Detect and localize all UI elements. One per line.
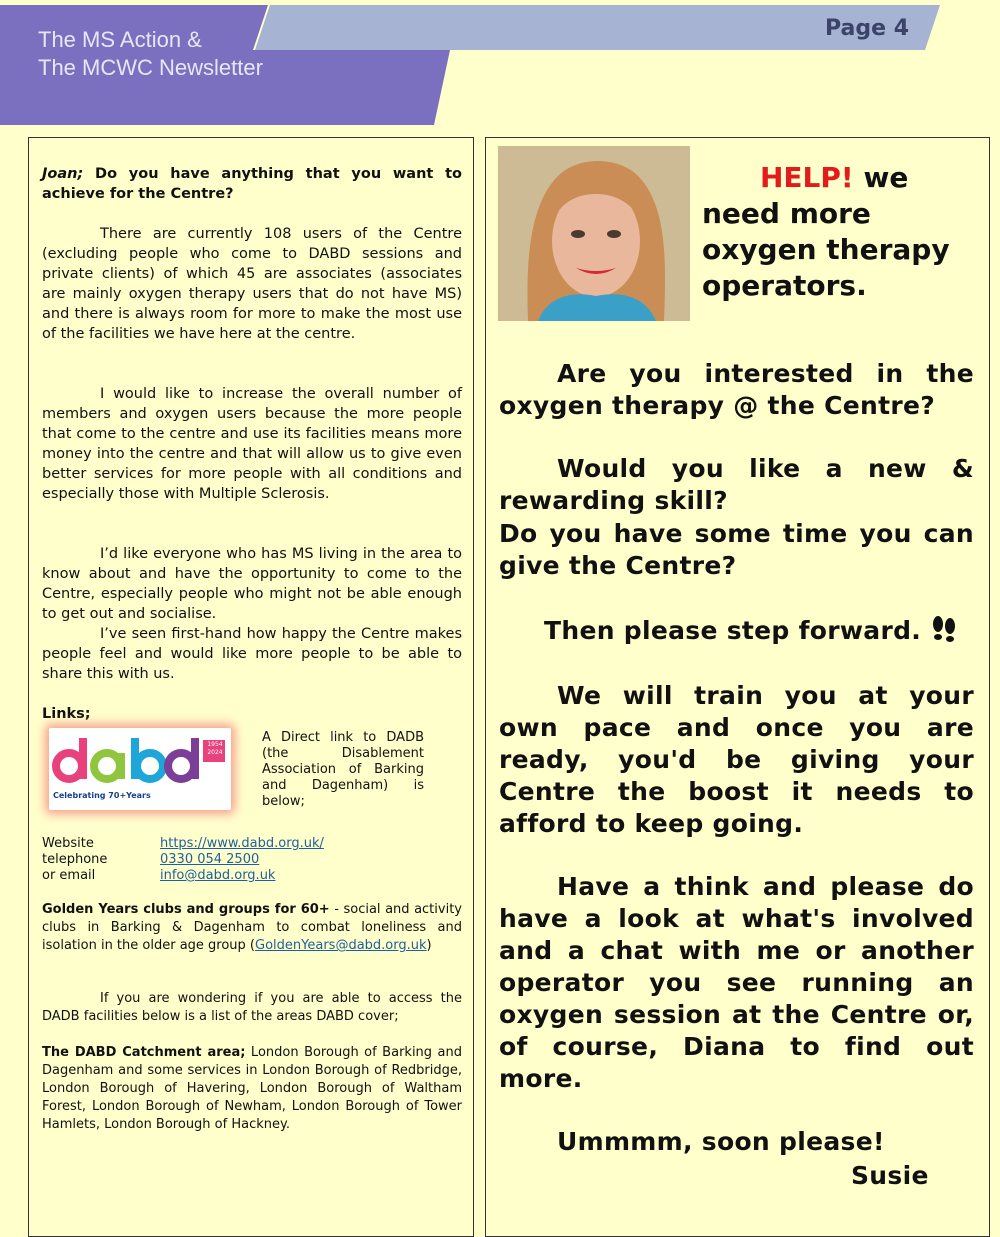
golden-years-text: - social and activity clubs in Barking & Dagenham to combat loneliness and isolation in the older age group ( [42,902,462,953]
help-heading-rest: we need more oxygen therapy operators. [702,161,950,302]
appeal-paragraph-3: Do you have some time you can give the Centre? [499,519,974,580]
golden-years-close: ) [426,938,432,953]
telephone-label: telephone [42,852,108,867]
catchment-paragraph [42,1044,462,1134]
appeal-paragraph-2: Would you like a new & rewarding skill? [499,454,974,515]
appeal-paragraph-7: Ummmm, soon please! [557,1127,885,1156]
logo-years: 1954 2024 [207,741,223,756]
golden-years-email-link[interactable]: GoldenYears@dabd.org.uk [255,938,427,953]
dabd-logo[interactable] [49,728,231,810]
golden-years-title: Golden Years clubs and groups for 60+ [42,902,330,917]
masthead-line-1: The MS Action & [38,27,202,52]
appeal-paragraph-1: Are you interested in the oxygen therapy @ the Centre? [499,359,974,420]
golden-years-paragraph [42,901,462,955]
telephone-link[interactable]: 0330 054 2500 [160,852,260,867]
portrait-illustration [498,146,690,321]
catchment-text: London Borough of Barking and Dagenham and some services in London Borough of Redbridge, London Borough of Havering, London Borough of Waltham Forest, London Borough of Newham, London Borough of Tower Hamlets, London Borough of Hackney. [42,1045,462,1132]
footprints-icon [931,614,957,650]
email-link[interactable]: info@dabd.org.uk [160,868,276,883]
masthead-line-2: The MCWC Newsletter [38,55,263,80]
appeal-paragraph-4 [544,614,974,650]
left-column [28,137,474,1237]
step-forward-text: Then please step forward. [544,616,922,645]
help-exclamation: HELP! [760,161,854,194]
question-text: Do you have anything that you want to achieve for the Centre? [42,166,462,202]
answer-paragraph-3b: I’ve seen first-hand how happy the Centre makes people feel and would like more people to be able to share this with us. [42,626,462,682]
logo-tagline: Celebrating 70+Years [53,791,151,800]
appeal-paragraph-5: We will train you at your own pace and once you are ready, you'd be giving your Centre the boost it needs to afford to keep going. [499,681,974,838]
help-heading [702,160,987,304]
interview-question [42,164,462,204]
catchment-title: The DABD Catchment area; [42,1045,246,1060]
answer-paragraph-3a: I’d like everyone who has MS living in the area to know about and have the opportunity to come to the Centre, especially people who might not be able enough to get out and socialise. [42,546,462,622]
website-label: Website [42,836,94,851]
logo-caption: A Direct link to DADB (the Disablement Association of Barking and Dagenham) is below; [262,730,424,809]
page-number: Page 4 [825,16,910,41]
portrait-photo [498,146,690,321]
access-paragraph: If you are wondering if you are able to access the DADB facilities below is a list of the areas DABD cover; [42,991,462,1024]
appeal-paragraph-6: Have a think and please do have a look at what's involved and a chat with me or another operator you see running an oxygen session at the Centre or, of course, Diana to find out more. [499,872,974,1093]
website-link[interactable]: https://www.dabd.org.uk/ [160,836,324,851]
answer-paragraph-2: I would like to increase the overall number of members and oxygen users because the more people that come to the centre and use its facilities means more money into the centre and that will allow us to give even better services for more people with all conditions and especially those with Multiple Sclerosis. [42,386,462,502]
links-heading: Links; [42,706,91,722]
signature: Susie [851,1161,929,1190]
answer-paragraph-1: There are currently 108 users of the Centre (excluding people who come to DABD sessions and private clients) of which 45 are associates (associates are mainly oxygen therapy users that do not have MS) and there is always room for more to make the most use of the facilities we have here at the centre. [42,226,462,342]
masthead-title [38,26,263,82]
newsletter-header [0,0,1000,130]
question-name: Joan; [42,166,84,182]
right-column [485,137,990,1237]
email-label: or email [42,868,96,883]
